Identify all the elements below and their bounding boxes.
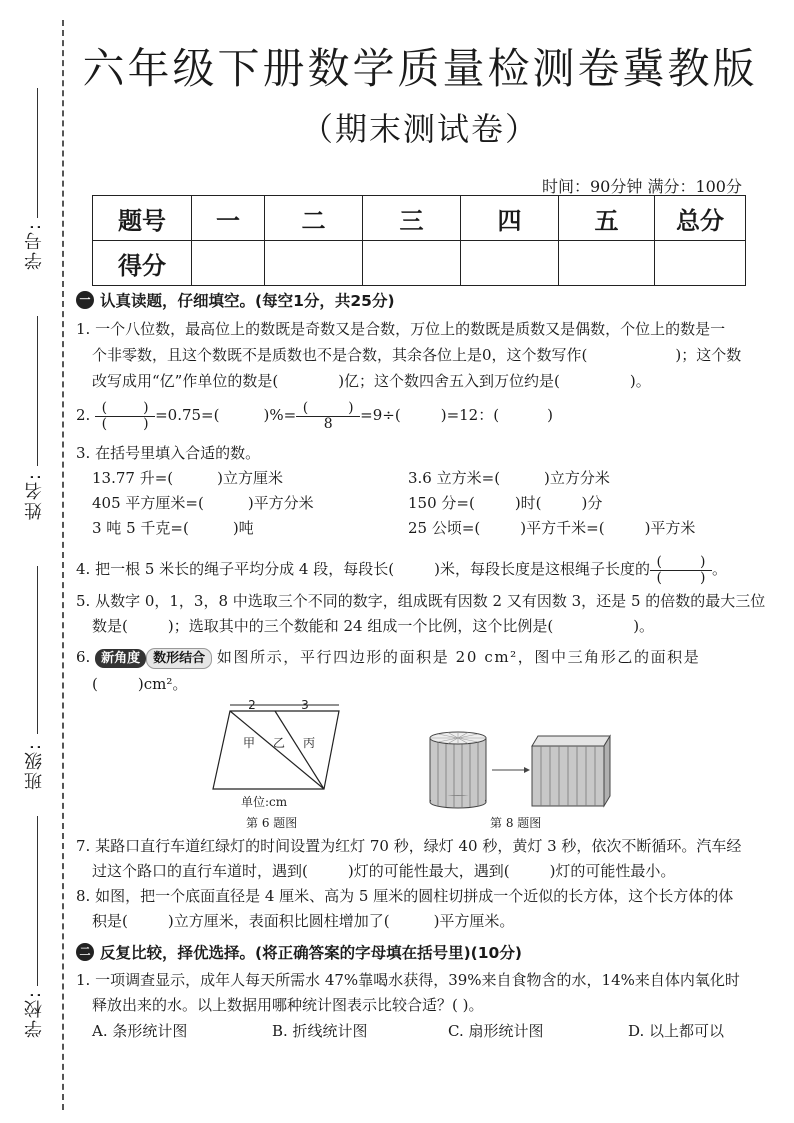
q1-line3 [92,370,651,392]
time-info: 时间：90分钟 满分：100分 [542,177,742,196]
paren: ) [699,569,706,586]
page-subtitle: （期末测试卷） [300,110,539,148]
q3-text: )吨 [232,519,254,537]
q8-text: 积是( [92,912,128,930]
label-yi: 乙 [273,736,286,750]
score-input-cell[interactable] [265,241,363,286]
s2-q1-option-c[interactable]: C. 扇形统计图 [448,1022,544,1040]
paren: ) [699,553,706,570]
q1-line1: 1. 一个八位数，最高位上的数既是奇数又是合数，万位上的数既是质数又是偶数，个位上的数是一 [76,320,726,338]
score-header-cell: 五 [559,196,655,241]
label-jia: 甲 [243,736,256,750]
school-label: 学校: [24,990,45,1039]
s2-q1-line2: 释放出来的水。以上数据用哪种统计图表示比较合适？( )。 [92,996,484,1014]
score-input-cell[interactable] [461,241,559,286]
paren: ) [348,399,354,416]
q6-text: 如图所示，平行四边形的面积是 20 cm²，图中三角形乙的面积是 [216,648,701,666]
q6-text: ( [92,675,98,693]
q2-text: )=12：( [440,406,500,424]
dim-3: 3 [301,698,309,712]
q7-text: )灯的可能性最大，遇到( [347,862,510,880]
cylinder [430,732,486,808]
score-input-cell[interactable] [559,241,655,286]
q5-text: 数是( [92,617,128,635]
q8-text: )平方厘米。 [433,912,515,930]
q3-item-c [92,492,314,514]
q2-fraction-2 [296,401,360,432]
q7-text: 过这个路口的直行车道时，遇到( [92,862,308,880]
q3-text: )平方千米=( [520,519,605,537]
q6-number: 6. [76,648,91,666]
figure-8-cylinder-cuboid [428,726,613,810]
frac-numerator[interactable] [296,401,360,417]
s2-q1-line1: 1. 一项调查显示，成年人每天所需水 47%靠喝水获得，39%来自食物含的水，14%来自体内氧化时 [76,971,740,989]
name-label: 姓名: [24,472,45,521]
paren: ) [143,399,149,416]
q6-line2 [92,673,187,695]
number-shape-tag: 数形结合 [146,648,212,669]
q5-text: )；选取其中的三个数能和 24 组成一个比例，这个比例是( [167,617,554,635]
name-write-line [37,316,38,466]
q3-text: 3.6 立方米=( [408,469,501,487]
section1-heading [76,289,395,311]
class-label: 班级: [24,742,45,791]
new-angle-tag: 新角度 [95,649,146,668]
paren: ( [101,399,108,416]
q2-text: ) [547,406,553,424]
q4-text: 。 [711,560,727,578]
q3-text: )立方分米 [544,469,610,487]
q3-item-b [408,467,610,489]
q5-text: )。 [633,617,655,635]
q1-line2 [92,344,741,366]
q3-item-d [408,492,602,514]
unit-label: 单位:cm [241,795,288,809]
score-header-cell: 二 [265,196,363,241]
score-table-header-row [93,196,746,241]
q3-item-e [92,517,254,539]
score-table-score-row [93,241,746,286]
frac-denominator[interactable] [650,571,712,586]
cuboid-side [604,736,610,806]
q2-fraction-1 [95,401,155,432]
paren: ( [656,569,662,586]
label-bing: 丙 [303,736,316,750]
page-title: 六年级下册数学质量检测卷冀教版 [82,44,758,93]
student-id-write-line [37,88,38,218]
q2-text: =0.75=( [155,406,220,424]
q3-text: )立方厘米 [217,469,283,487]
section1-badge: 一 [76,291,94,309]
paren: ( [101,415,108,432]
q5-line1: 5. 从数字 0，1，3，8 中选取三个不同的数字，组成既有因数 2 又有因数 3，还是 5 的倍数的最大三位 [76,592,766,610]
student-id-label: 学号: [24,222,45,271]
q3-item-f [408,517,695,539]
cylinder-fill [431,796,485,802]
section2-title: 反复比较，择优选择。(将正确答案的字母填在括号里)(10分) [100,944,522,962]
q3-intro: 3. 在括号里填入合适的数。 [76,444,261,462]
q6-line1 [76,646,700,669]
section2-badge: 二 [76,943,94,961]
q4-fraction [650,555,712,586]
score-header-cell: 四 [461,196,559,241]
q3-text: )平方分米 [247,494,314,512]
binding-dashed-line [62,20,64,1110]
q5-line2 [92,615,654,637]
class-write-line [37,566,38,734]
q2-number: 2. [76,406,91,424]
q7-line1: 7. 某路口直行车道红绿灯的时间设置为红灯 70 秒，绿灯 40 秒，黄灯 3 秒，依次不断循环。汽车经 [76,837,742,855]
score-input-cell[interactable] [192,241,265,286]
figure-6-parallelogram [205,695,345,815]
section2-heading [76,941,522,963]
q6-text: )cm²。 [137,675,188,693]
score-header-cell: 题号 [93,196,192,241]
q4-text: 4. 把一根 5 米长的绳子平均分成 4 段，每段长( [76,560,395,578]
q4-line [76,552,727,586]
arrow-head-icon [524,767,530,773]
frac-numerator[interactable] [95,401,155,417]
score-table [92,195,746,286]
q2-line [76,398,553,432]
q1-text: )；这个数 [675,346,742,364]
frac-denominator: 8 [323,415,333,432]
q1-text: 个非零数，且这个数既不是质数也不是合数，其余各位上是0，这个数写作( [92,346,588,364]
score-input-cell[interactable] [363,241,461,286]
q3-text: )时( [514,494,542,512]
score-input-cell[interactable] [655,241,746,286]
section1-title: 认真读题，仔细填空。(每空1分，共25分) [100,292,395,310]
q1-text: )亿；这个数四舍五入到万位约是( [338,372,560,390]
figure-6-caption: 第 6 题图 [246,816,298,830]
q7-text: )灯的可能性最小。 [549,862,676,880]
paren: ( [302,399,309,416]
q3-text: 13.77 升=( [92,469,174,487]
q3-item-a [92,467,283,489]
score-header-cell: 三 [363,196,461,241]
q2-text: =9÷( [360,406,401,424]
score-header-cell: 总分 [655,196,746,241]
q3-text: 150 分=( [408,494,475,512]
q1-text: 改写成用“亿”作单位的数是( [92,372,279,390]
score-header-cell: 一 [192,196,265,241]
q3-text: 25 公顷=( [408,519,481,537]
q7-line2 [92,860,675,882]
q2-text: )%= [263,406,297,424]
q8-line1: 8. 如图，把一个底面直径是 4 厘米、高为 5 厘米的圆柱切拼成一个近似的长方体，这个长方体的体 [76,887,734,905]
score-row-label: 得分 [93,241,192,286]
paren: ( [656,553,662,570]
cuboid-top [532,736,610,746]
frac-denominator[interactable] [95,417,155,432]
diagonal-line [230,711,324,789]
frac-numerator[interactable] [650,555,712,571]
school-write-line [37,816,38,986]
s2-q1-option-d[interactable]: D. 以上都可以 [628,1022,725,1040]
q4-text: )米，每段长度是这根绳子长度的 [434,560,650,578]
dim-2: 2 [248,698,256,712]
q1-text: )。 [629,372,651,390]
q8-line2 [92,910,514,932]
division-line [275,711,324,789]
q8-text: )立方厘米，表面积比圆柱增加了( [167,912,390,930]
s2-q1-option-a[interactable]: A. 条形统计图 [92,1022,188,1040]
cuboid [532,736,610,806]
q3-text: )分 [581,494,603,512]
paren: ) [143,415,149,432]
s2-q1-option-b[interactable]: B. 折线统计图 [272,1022,368,1040]
q3-text: 3 吨 5 千克=( [92,519,189,537]
q3-text: )平方米 [644,519,696,537]
q3-text: 405 平方厘米=( [92,494,204,512]
figure-8-caption: 第 8 题图 [490,816,542,830]
parallelogram [213,711,339,789]
